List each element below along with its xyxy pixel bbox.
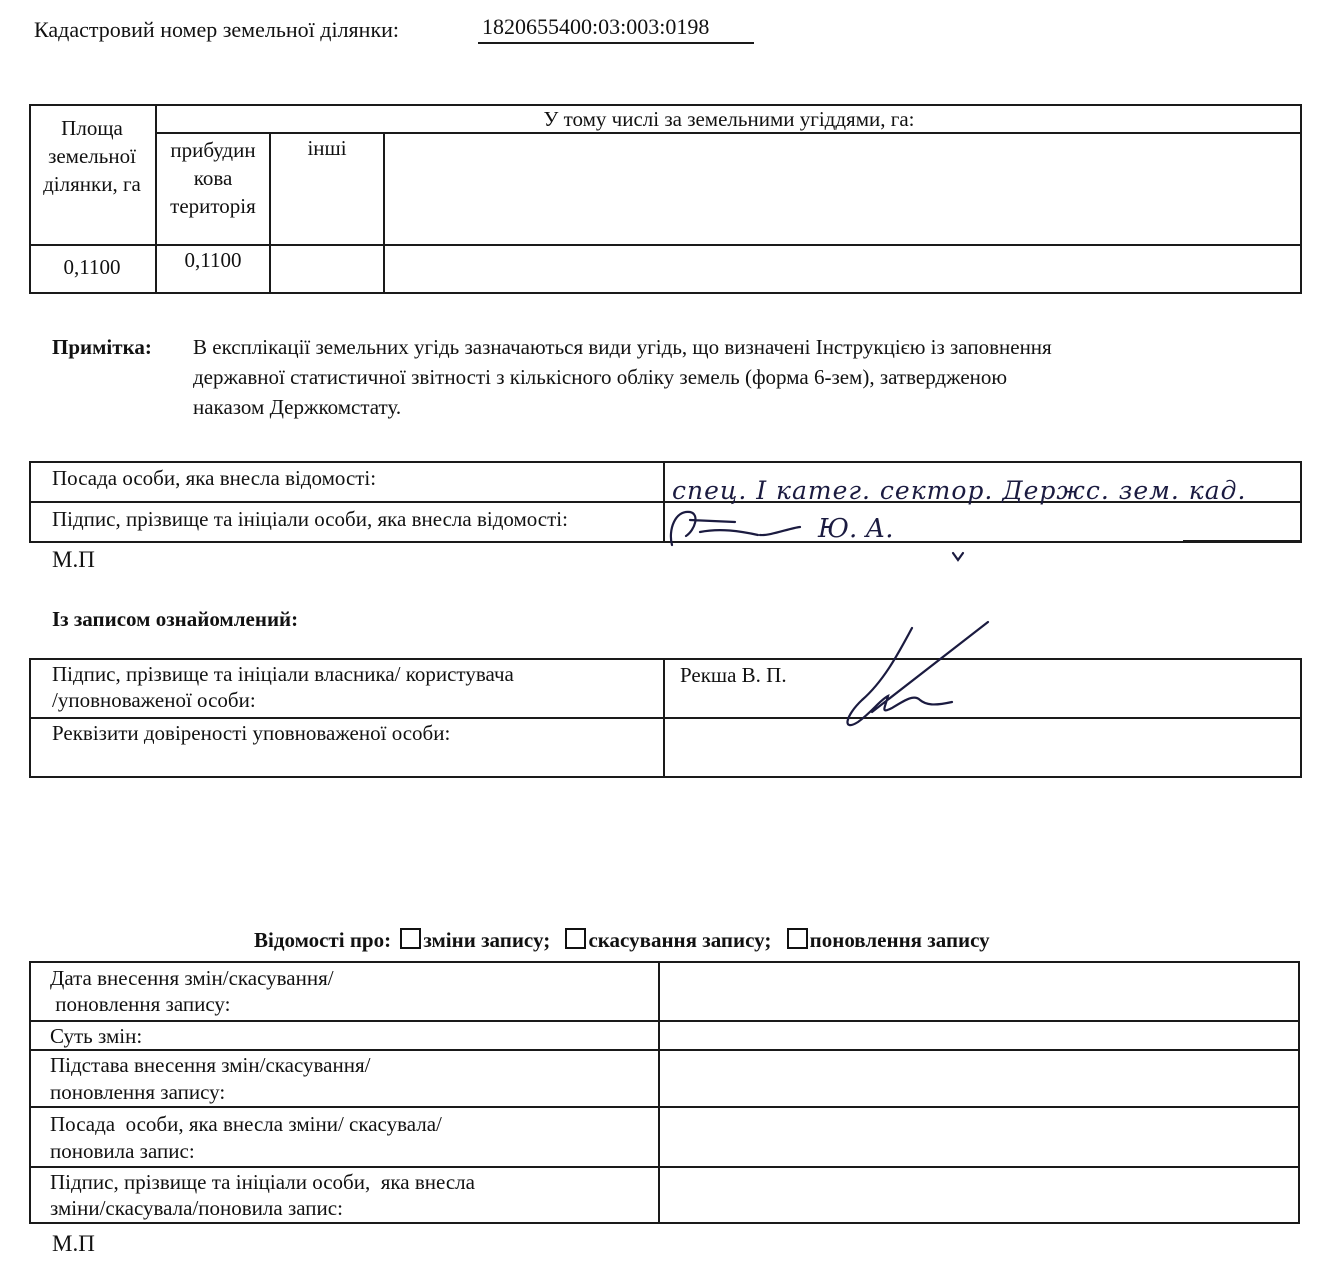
group-header: У тому числі за земельними угіддями, га: bbox=[543, 107, 915, 131]
cadastral-label: Кадастровий номер земельної ділянки: bbox=[34, 17, 400, 42]
note-line-2: державної статистичної звітності з кількісного обліку земель (форма 6-зем), затвердженою bbox=[193, 365, 1008, 389]
acknowledged-heading: Із записом ознайомлений: bbox=[52, 607, 299, 631]
note-label: Примітка: bbox=[52, 335, 152, 359]
cell-area: 0,1100 bbox=[63, 255, 121, 279]
changes-row-signature-1: Підпис, прізвище та ініціали особи, яка внесла bbox=[50, 1170, 475, 1194]
stamp-mp-1: М.П bbox=[52, 547, 95, 572]
proxy-label: Реквізити довіреності уповноваженої особи: bbox=[52, 721, 451, 745]
changes-row-position-2: поновила запис: bbox=[50, 1139, 195, 1163]
owner-label-1: Підпис, прізвище та ініціали власника/ користувача bbox=[52, 662, 514, 686]
note-line-3: наказом Держкомстату. bbox=[193, 395, 402, 419]
option-change: зміни запису; bbox=[423, 928, 551, 952]
changes-row-signature-2: зміни/скасувала/поновила запис: bbox=[50, 1196, 343, 1220]
signature-value: Ю. А. bbox=[818, 514, 894, 544]
owner-label-2: /уповноваженої особи: bbox=[52, 688, 256, 712]
cancel-checkbox[interactable] bbox=[565, 928, 586, 949]
changes-intro: Відомості про: bbox=[254, 928, 392, 952]
col-built-territory: прибудин кова територія bbox=[170, 138, 256, 218]
note-line-1: В експлікації земельних угідь зазначаються види угідь, що визначені Інструкцією із заповнення bbox=[193, 335, 1052, 359]
changes-row-date-2: поновлення запису: bbox=[50, 992, 231, 1016]
change-checkbox[interactable] bbox=[400, 928, 421, 949]
col-other: інші bbox=[307, 136, 347, 160]
option-cancel: скасування запису; bbox=[588, 928, 772, 952]
owner-value: Рекша В. П. bbox=[680, 663, 787, 687]
position-label: Посада особи, яка внесла відомості: bbox=[52, 466, 377, 490]
changes-row-date-1: Дата внесення змін/скасування/ bbox=[50, 966, 334, 990]
cell-built-territory: 0,1100 bbox=[184, 248, 242, 272]
owner-signature-stroke bbox=[847, 622, 988, 725]
changes-row-basis-2: поновлення запису: bbox=[50, 1080, 226, 1104]
changes-row-essence: Суть змін: bbox=[50, 1024, 143, 1048]
renew-checkbox[interactable] bbox=[787, 928, 808, 949]
cadastral-number: 1820655400:03:003:0198 bbox=[482, 14, 710, 39]
changes-options bbox=[254, 928, 990, 952]
entry-signature-stroke bbox=[671, 512, 800, 545]
option-renew: поновлення запису bbox=[809, 928, 990, 952]
position-value: спец. І катег. сектор. Держс. зем. кад. bbox=[672, 476, 1247, 505]
changes-row-position-1: Посада особи, яка внесла зміни/ скасувала/ bbox=[50, 1112, 442, 1136]
signature-label: Підпис, прізвище та ініціали особи, яка внесла відомості: bbox=[52, 507, 568, 531]
area-header: Площа земельної ділянки, га bbox=[43, 116, 141, 196]
stamp-mp-2: М.П bbox=[52, 1231, 95, 1256]
changes-row-basis-1: Підстава внесення змін/скасування/ bbox=[50, 1053, 371, 1077]
